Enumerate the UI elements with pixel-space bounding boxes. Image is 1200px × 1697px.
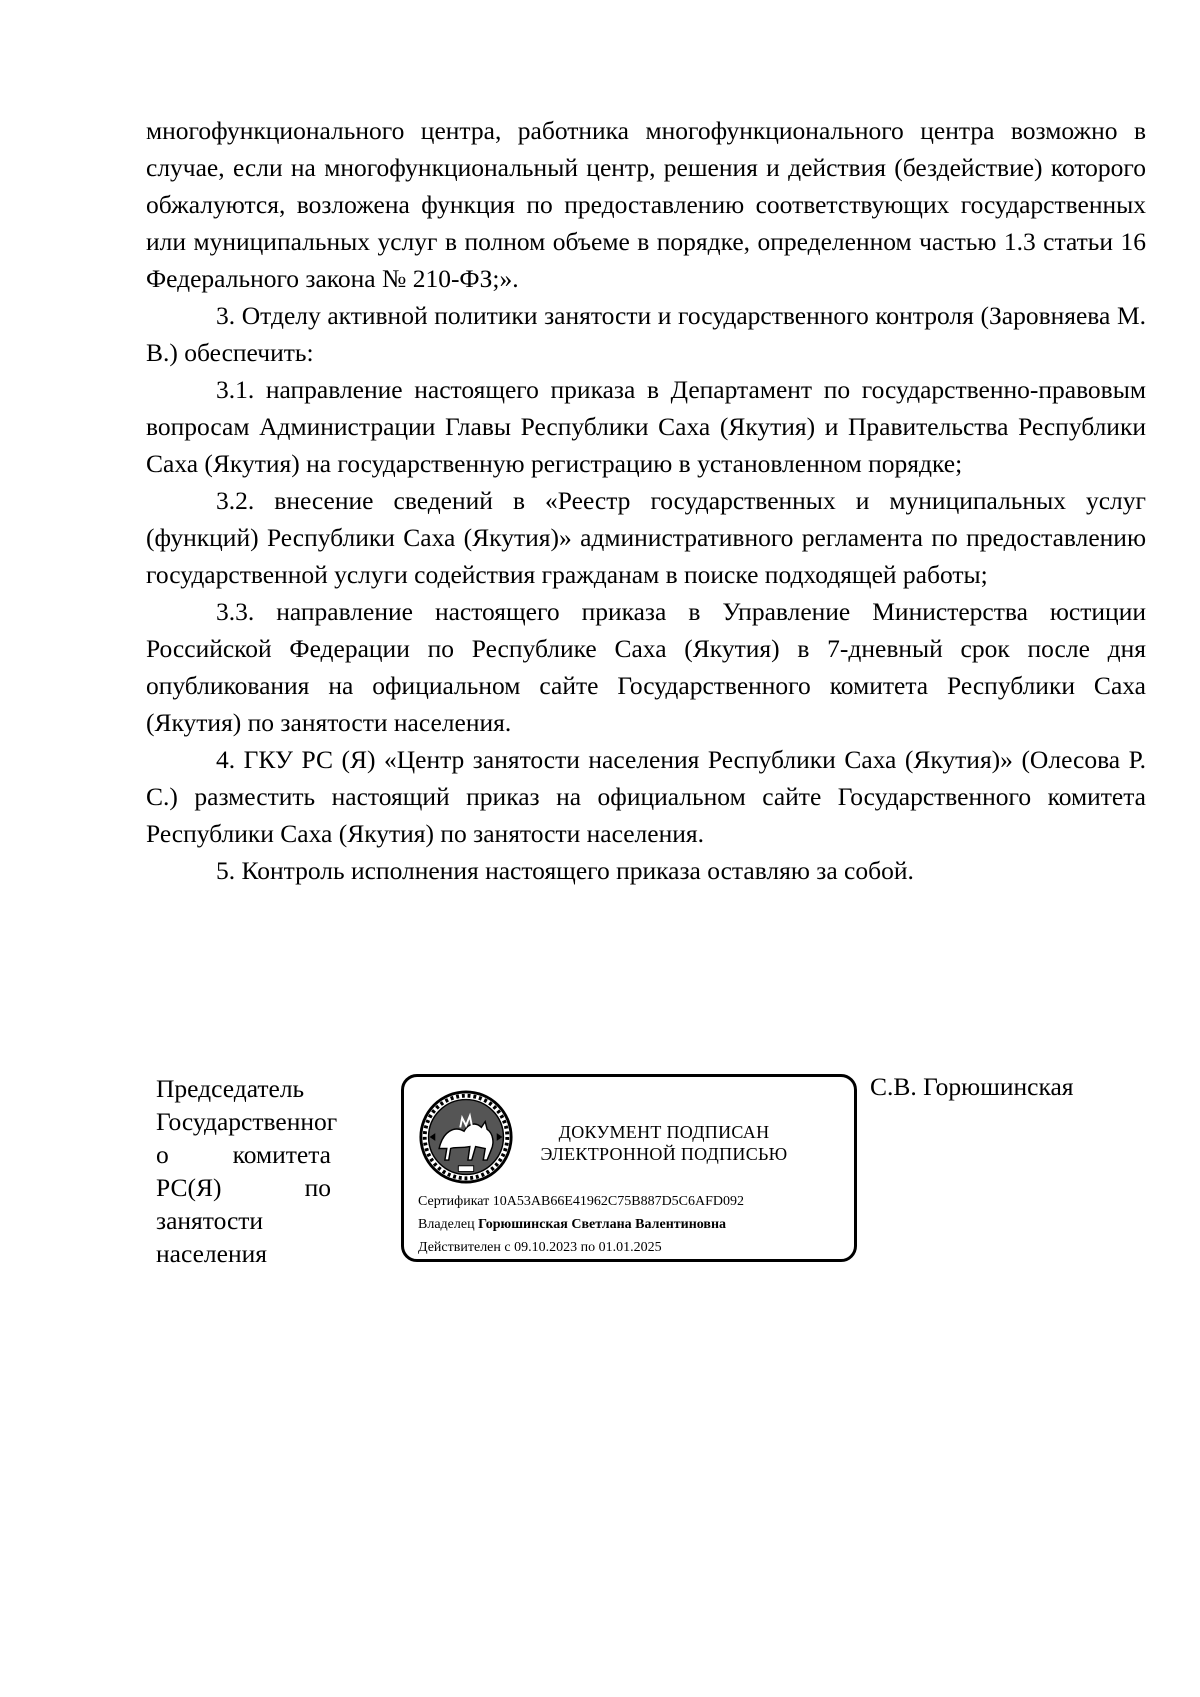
stamp-heading-line: ЭЛЕКТРОННОЙ ПОДПИСЬЮ <box>540 1144 788 1164</box>
valid-from-label: Действителен с <box>418 1240 511 1255</box>
valid-to-date: 01.01.2025 <box>598 1240 662 1255</box>
paragraph-item-3-1: 3.1. направление настоящего приказа в Департамент по государственно-правовым вопросам Администрации Главы Республики Саха (Якутия) и Правительства Республики Саха (Якутия) на государственную регистрацию в установленном порядке; <box>146 375 1146 478</box>
signer-position-line: занятости <box>156 1206 264 1235</box>
owner-label: Владелец <box>418 1217 475 1232</box>
signer-position-line: Председатель <box>156 1074 305 1103</box>
stamp-details <box>418 1190 848 1259</box>
paragraph-item-3-2: 3.2. внесение сведений в «Реестр государственных и муниципальных услуг (функций) Республики Саха (Якутия)» административного регламента по предоставлению государственной услуги содействия гражданам в поиске подходящей работы; <box>146 486 1146 589</box>
coat-of-arms-icon <box>418 1089 514 1185</box>
paragraph-continuation: многофункционального центра, работника многофункционального центра возможно в случае, если на многофункциональный центр, решения и действия (бездействие) которого обжалуются, возложена функция по предоставлению соответствующих государственных или муниципальных услуг в полном объеме в порядке, определенном частью 1.3 статьи 16 Федерального закона № 210-ФЗ;». <box>146 116 1146 293</box>
certificate-row <box>418 1190 848 1213</box>
signer-position <box>156 1072 338 1270</box>
signer-position-line: Государственног <box>156 1107 338 1136</box>
signer-position-line: о комитета <box>156 1140 331 1169</box>
electronic-signature-stamp <box>401 1074 857 1262</box>
signer-position-line: населения <box>156 1239 267 1268</box>
paragraph-item-5: 5. Контроль исполнения настоящего приказа оставляю за собой. <box>216 856 914 885</box>
owner-name: Горюшинская Светлана Валентиновна <box>478 1217 727 1232</box>
valid-from-date: 09.10.2023 <box>514 1240 578 1255</box>
owner-row <box>418 1213 848 1236</box>
valid-to-label: по <box>580 1240 596 1255</box>
signer-name: С.В. Горюшинская <box>870 1072 1074 1101</box>
signer-position-line: РС(Я) по <box>156 1173 331 1202</box>
validity-row <box>418 1236 848 1259</box>
paragraph-item-3-3: 3.3. направление настоящего приказа в Управление Министерства юстиции Российской Федерации по Республике Саха (Якутия) в 7-дневный срок после дня опубликования на официальном сайте Государственного комитета Республики Саха (Якутия) по занятости населения. <box>146 597 1146 737</box>
paragraph-item-3: 3. Отделу активной политики занятости и государственного контроля (Заровняева М. В.) обеспечить: <box>146 301 1146 367</box>
stamp-heading-line: ДОКУМЕНТ ПОДПИСАН <box>558 1122 770 1142</box>
certificate-label: Сертификат <box>418 1194 490 1209</box>
certificate-number: 10A53AB66E41962C75B887D5C6AFD092 <box>492 1194 745 1209</box>
stamp-heading <box>519 1121 809 1165</box>
paragraph-item-4: 4. ГКУ РС (Я) «Центр занятости населения Республики Саха (Якутия)» (Олесова Р. С.) разместить настоящий приказ на официальном сайте Государственного комитета Республики Саха (Якутия) по занятости населения. <box>146 745 1146 848</box>
document-body <box>146 112 1146 889</box>
